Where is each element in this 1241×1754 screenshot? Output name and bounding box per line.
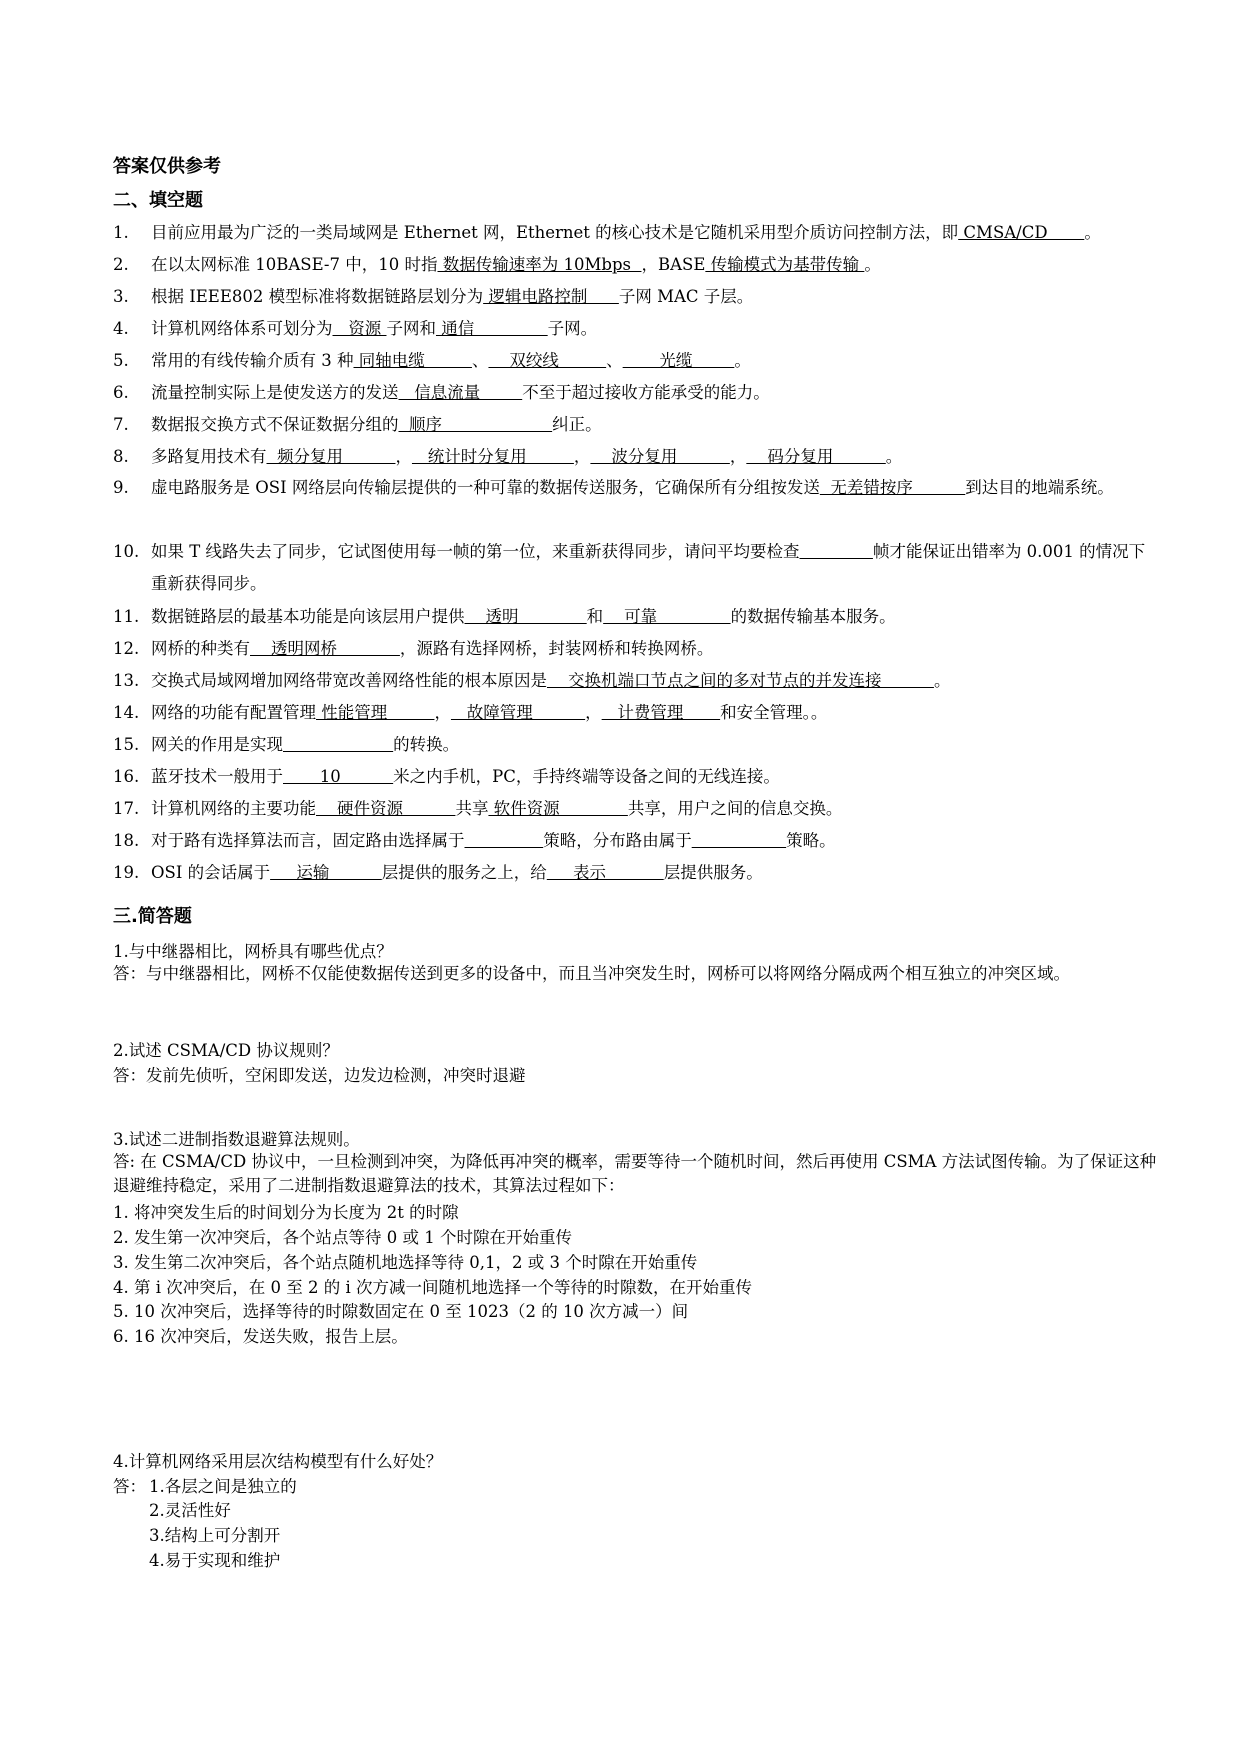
answer-blank: 故障管理 (450, 703, 586, 722)
item-number: 2. (113, 255, 129, 274)
answer-1: 答：与中继器相比，网桥不仅能使数据传送到更多的设备中，而且当冲突发生时，网桥可以将网络分隔成两个相互独立的冲突区域。 (113, 964, 1070, 983)
item-text-segment: 。 (885, 447, 903, 466)
item-number: 10. (113, 542, 140, 561)
answer-4-point: 4.易于实现和维护 (149, 1551, 281, 1570)
answer-blank: 运输 (270, 863, 382, 882)
item-text-segment: 层提供的服务之上，给 (381, 863, 547, 882)
fill-item (113, 408, 602, 441)
answer-blank: 光缆 (622, 351, 735, 370)
answer-blank (283, 735, 393, 754)
item-number: 3. (113, 287, 129, 306)
fill-item (113, 760, 780, 793)
fill-item (113, 376, 770, 409)
item-number: 17. (113, 799, 140, 818)
item-text (151, 255, 881, 274)
question-2: 2.试述 CSMA/CD 协议规则？ (113, 1041, 339, 1060)
item-text (151, 287, 753, 306)
answer-blank: 传输模式为基带传输 (705, 255, 865, 274)
fill-item (113, 536, 1153, 600)
item-text (151, 703, 827, 722)
fill-item (113, 312, 597, 345)
item-text-segment: 对于路有选择算法而言，固定路由选择属于 (151, 831, 465, 850)
fill-item (113, 600, 896, 633)
answer-blank: 码分复用 (746, 447, 886, 466)
item-text-segment: ， (434, 703, 451, 722)
item-text (151, 383, 770, 402)
item-text-segment: 、 (471, 351, 489, 370)
item-text-segment: 和安全管理。。 (720, 703, 828, 722)
item-text-segment: 策略。 (786, 831, 836, 850)
item-text-segment: 如果 T 线路失去了同步，它试图使用每一帧的第一位，来重新获得同步，请问平均要检查 (151, 542, 800, 561)
item-text (151, 767, 780, 786)
item-text (151, 447, 902, 466)
item-text-segment: 纠正。 (552, 415, 602, 434)
answer-blank: 交换机端口节点之间的多对节点的并发连接 (547, 671, 934, 690)
item-text-segment: ， (573, 447, 591, 466)
answer-blank: CMSA/CD (958, 223, 1085, 242)
item-number: 5. (113, 351, 129, 370)
item-text-segment: ， (585, 703, 602, 722)
answer-blank: 波分复用 (590, 447, 730, 466)
answer-reference-note: 答案仅供参考 (113, 156, 221, 177)
item-text-segment: 交换式局域网增加网络带宽改善网络性能的根本原因是 (151, 671, 547, 690)
fill-item (113, 728, 459, 761)
question-4: 4.计算机网络采用层次结构模型有什么好处？ (113, 1452, 443, 1471)
fill-item (113, 472, 1153, 504)
answer-4-point: 2.灵活性好 (149, 1501, 231, 1520)
answer-blank: 频分复用 (266, 447, 396, 466)
item-text-segment: 虚电路服务是 OSI 网络层向传输层提供的一种可靠的数据传送服务，它确保所有分组按发送 (151, 478, 820, 497)
item-text-segment: 子网和 (386, 319, 436, 338)
fill-item (113, 824, 836, 857)
fill-item (113, 664, 950, 697)
answer-blank: 统计时分复用 (411, 447, 574, 466)
answer-3-step: 1. 将冲突发生后的时间划分为长度为 2t 的时隙 (113, 1203, 459, 1222)
item-text-segment: 子网 MAC 子层。 (618, 287, 754, 306)
item-text-segment: 目前应用最为广泛的一类局域网是 Ethernet 网，Ethernet 的核心技术是它随机采用型介质访问控制方法，即 (151, 223, 959, 242)
item-text-segment: 不至于超过接收方能承受的能力。 (522, 383, 770, 402)
fill-item (113, 216, 1101, 249)
answer-blank: 可靠 (603, 607, 731, 626)
item-text-segment: 根据 IEEE802 模型标准将数据链路层划分为 (151, 287, 484, 306)
item-text-segment: 在以太网标准 10BASE-7 中，10 时指 (151, 255, 438, 274)
item-text (151, 415, 602, 434)
item-text-segment: ， (395, 447, 412, 466)
answer-blank: 数据传输速率为 10Mbps (437, 255, 642, 274)
answer-blank: 通信 (435, 319, 548, 338)
item-number: 18. (113, 831, 140, 850)
item-text-segment: 计算机网络的主要功能 (151, 799, 316, 818)
fill-item (113, 344, 751, 377)
item-number: 7. (113, 415, 129, 434)
answer-blank: 同轴电缆 (353, 351, 472, 370)
answer-3-step: 6. 16 次冲突后，发送失败，报告上层。 (113, 1327, 408, 1346)
item-text-segment: 层提供服务。 (663, 863, 763, 882)
item-text (151, 735, 459, 754)
answer-blank (800, 542, 873, 561)
item-text (151, 639, 713, 658)
item-text-segment: 的数据传输基本服务。 (730, 607, 896, 626)
item-number: 4. (113, 319, 129, 338)
item-text (151, 223, 1101, 242)
item-text-segment: 到达目的地端系统。 (965, 478, 1114, 497)
answer-3-step: 2. 发生第一次冲突后，各个站点等待 0 或 1 个时隙在开始重传 (113, 1228, 572, 1247)
item-text (151, 351, 751, 370)
item-text-segment: ， (729, 447, 747, 466)
answer-4-point: 3.结构上可分割开 (149, 1526, 281, 1545)
item-text (151, 799, 842, 818)
answer-3-step: 5. 10 次冲突后，选择等待的时隙数固定在 0 至 1023（2 的 10 次方减一）间 (113, 1302, 689, 1321)
item-text-segment: 网关的作用是实现 (151, 735, 283, 754)
answer-3: 答: 在 CSMA/CD 协议中，一旦检测到冲突，为降低再冲突的概率，需要等待一个随机时间，然后再使用 CSMA 方法试图传输。为了保证这种退避维持稳定，采用了二进制指数退避算法的技术，其算法过程如下： (113, 1152, 1157, 1195)
section-fill-in-title: 二、填空题 (113, 190, 203, 211)
item-text (151, 536, 1153, 600)
item-text-segment: 子网。 (547, 319, 598, 338)
answer-blank: 逻辑电路控制 (483, 287, 619, 306)
item-text-segment: 帧才能保证出错率为 0.001 的情况下重新获得同步。 (151, 542, 1146, 593)
item-text-segment: 。 (933, 671, 951, 690)
item-text-segment: 流量控制实际上是使发送方的发送 (151, 383, 399, 402)
item-text (151, 607, 896, 626)
item-text-segment: 计算机网络体系可划分为 (151, 319, 333, 338)
answer-blank (692, 831, 786, 850)
answer-3-step: 4. 第 i 次冲突后，在 0 至 2 的 i 次方减一间随机地选择一个等待的时隙数，在开始重传 (113, 1278, 752, 1297)
item-text-segment: 、 (606, 351, 623, 370)
answer-blank: 硬件资源 (316, 799, 456, 818)
item-number: 9. (113, 478, 129, 497)
item-text-segment: ，BASE (641, 255, 706, 274)
item-number: 8. (113, 447, 129, 466)
item-number: 1. (113, 223, 129, 242)
item-text-segment: 共享 (455, 799, 489, 818)
item-text-segment: OSI 的会话属于 (151, 863, 271, 882)
item-text-segment: 策略，分布路由属于 (543, 831, 692, 850)
item-text-segment: 网桥的种类有 (151, 639, 250, 658)
fill-item (113, 632, 713, 665)
fill-item (113, 248, 881, 281)
answer-blank: 资源 (332, 319, 387, 338)
item-number: 16. (113, 767, 140, 786)
item-text-segment: 米之内手机，PC，手持终端等设备之间的无线连接。 (393, 767, 780, 786)
item-text-segment: 。 (864, 255, 881, 274)
answer-blank: 计费管理 (601, 703, 721, 722)
answer-blank: 无差错按序 (819, 478, 966, 497)
item-number: 15. (113, 735, 140, 754)
answer-blank: 透明网桥 (250, 639, 400, 658)
item-text-segment: 网络的功能有配置管理 (151, 703, 316, 722)
answer-blank: 软件资源 (488, 799, 628, 818)
section-short-answer-title: 三.简答题 (113, 906, 192, 927)
fill-item (113, 440, 902, 473)
item-text-segment: 数据链路层的最基本功能是向该层用户提供 (151, 607, 465, 626)
item-text-segment: 蓝牙技术一般用于 (151, 767, 283, 786)
answer-blank: 透明 (464, 607, 587, 626)
item-text-segment: 数据报交换方式不保证数据分组的 (151, 415, 399, 434)
answer-blank: 10 (283, 767, 394, 786)
answer-4-prefix: 答： (113, 1477, 146, 1496)
answer-2: 答：发前先侦听，空闲即发送，边发边检测，冲突时退避 (113, 1066, 526, 1085)
fill-item (113, 696, 827, 729)
item-text (151, 472, 1153, 504)
answer-blank: 双绞线 (488, 351, 607, 370)
item-text-segment: 的转换。 (393, 735, 460, 754)
item-number: 13. (113, 671, 140, 690)
item-number: 19. (113, 863, 140, 882)
item-text (151, 831, 836, 850)
answer-3-step: 3. 发生第二次冲突后，各个站点随机地选择等待 0,1，2 或 3 个时隙在开始重传 (113, 1253, 698, 1272)
fill-item (113, 280, 753, 313)
item-text-segment: 和 (586, 607, 604, 626)
item-text-segment: 常用的有线传输介质有 3 种 (151, 351, 354, 370)
item-number: 14. (113, 703, 140, 722)
item-number: 6. (113, 383, 129, 402)
answer-blank: 顺序 (398, 415, 553, 434)
item-text-segment: 共享，用户之间的信息交换。 (627, 799, 843, 818)
item-number: 11. (113, 607, 140, 626)
item-text-segment: 多路复用技术有 (151, 447, 267, 466)
fill-item (113, 792, 842, 825)
item-text (151, 319, 597, 338)
item-text (151, 671, 950, 690)
answer-blank: 性能管理 (316, 703, 435, 722)
answer-blank (465, 831, 544, 850)
fill-item (113, 856, 763, 889)
item-text (151, 863, 763, 882)
item-text-segment: 。 (1084, 223, 1101, 242)
answer-blank: 信息流量 (398, 383, 523, 402)
answer-blank: 表示 (546, 863, 664, 882)
item-number: 12. (113, 639, 140, 658)
question-1: 1.与中继器相比，网桥具有哪些优点？ (113, 942, 393, 961)
question-3: 3.试述二进制指数退避算法规则。 (113, 1130, 360, 1149)
answer-4-point: 1.各层之间是独立的 (149, 1477, 297, 1496)
item-text-segment: 。 (734, 351, 751, 370)
item-text-segment: ，源路有选择网桥，封装网桥和转换网桥。 (399, 639, 714, 658)
